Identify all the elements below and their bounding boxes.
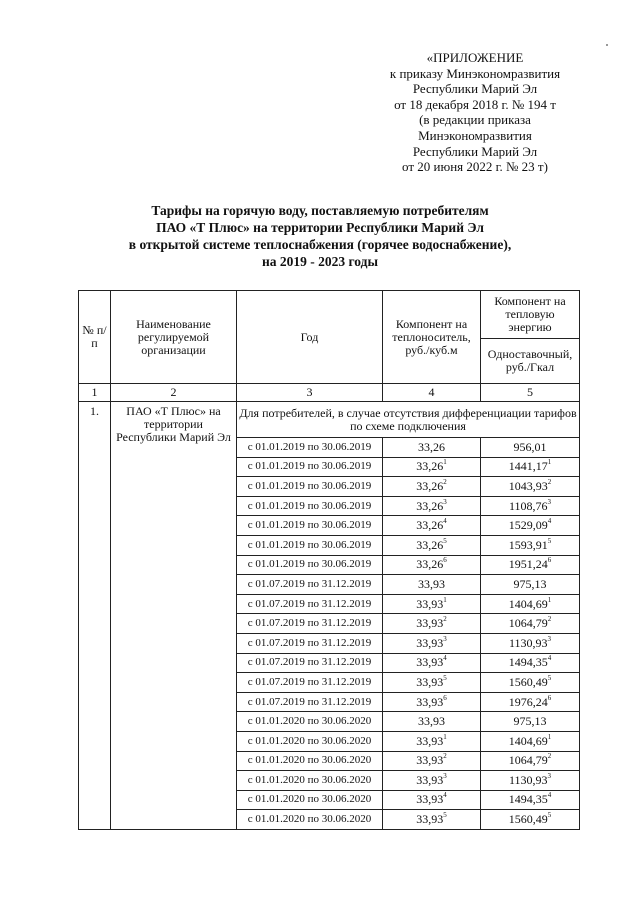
period-cell: с 01.01.2020 по 30.06.2020 (237, 771, 383, 791)
title-line: Тарифы на горячую воду, поставляемую потребителям (151, 203, 489, 218)
coolant-cell (383, 496, 481, 516)
coolant-footnote: 6 (443, 556, 447, 565)
coolant-value: 33,26 (416, 518, 444, 533)
coolant-cell (383, 438, 481, 458)
coolant-value: 33,26 (418, 439, 445, 454)
coolant-value: 33,26 (416, 557, 444, 572)
coolant-cell (383, 516, 481, 536)
heat-footnote: 2 (547, 752, 552, 761)
period-cell: с 01.07.2019 по 31.12.2019 (237, 575, 383, 595)
heat-value: 1560,49 (508, 812, 548, 827)
appendix-line: к приказу Минэкономразвития (389, 65, 561, 81)
period-cell: с 01.01.2019 по 30.06.2019 (237, 496, 383, 516)
header-year: Год (237, 291, 383, 384)
heat-cell (481, 653, 580, 673)
heat-cell (481, 496, 580, 516)
coolant-footnote: 6 (443, 693, 447, 702)
coolant-value: 33,93 (416, 753, 444, 768)
coolant-cell (383, 614, 481, 634)
coolant-footnote: 1 (443, 732, 447, 741)
heat-value: 975,13 (513, 714, 547, 729)
heat-footnote: 3 (547, 497, 552, 506)
heat-cell (481, 555, 580, 575)
coolant-footnote: 1 (443, 595, 447, 604)
header-coolant: Компонент на теплоноситель, руб./куб.м (383, 291, 481, 384)
heat-value: 1951,24 (508, 557, 548, 572)
period-cell: с 01.07.2019 по 31.12.2019 (237, 673, 383, 693)
period-cell: с 01.01.2019 по 30.06.2019 (237, 438, 383, 458)
coolant-value: 33,93 (418, 576, 445, 591)
appendix-block (360, 50, 590, 175)
heat-value: 956,01 (513, 439, 547, 454)
coolant-cell (383, 594, 481, 614)
consumer-subheading: Для потребителей, в случае отсутствия дифференциации тарифов по схеме подключения (237, 402, 580, 438)
appendix-line: (в редакции приказа (419, 112, 531, 128)
coolant-cell (383, 535, 481, 555)
heat-value: 1529,09 (508, 518, 548, 533)
period-cell: с 01.01.2020 по 30.06.2020 (237, 751, 383, 771)
col-number: 5 (481, 384, 580, 402)
header-heat: Компонент на тепловую энергию (481, 291, 580, 339)
coolant-value: 33,93 (416, 616, 444, 631)
heat-footnote: 5 (547, 811, 552, 820)
period-cell: с 01.01.2019 по 30.06.2019 (237, 457, 383, 477)
appendix-line: Республики Марий Эл (412, 81, 538, 97)
col-number: 3 (237, 384, 383, 402)
header-heat-single-rate: Одноставочный, руб./Гкал (481, 339, 580, 384)
coolant-footnote: 2 (443, 615, 447, 624)
row-number: 1. (79, 402, 111, 830)
coolant-value: 33,93 (416, 635, 444, 650)
period-cell: с 01.07.2019 по 31.12.2019 (237, 692, 383, 712)
coolant-value: 33,26 (416, 459, 444, 474)
heat-value: 1064,79 (508, 753, 548, 768)
period-cell: с 01.01.2020 по 30.06.2020 (237, 712, 383, 732)
header-org: Наименование регулируемой организации (111, 291, 237, 384)
heat-value: 1441,17 (508, 459, 548, 474)
appendix-line: Минэкономразвития (418, 127, 532, 143)
period-cell: с 01.01.2019 по 30.06.2019 (237, 516, 383, 536)
coolant-footnote: 4 (443, 517, 447, 526)
coolant-cell (383, 575, 481, 595)
heat-value: 1404,69 (508, 733, 548, 748)
period-cell: с 01.01.2019 по 30.06.2019 (237, 535, 383, 555)
heat-footnote: 5 (547, 673, 552, 682)
heat-value: 1043,93 (508, 478, 548, 493)
title-line: в открытой системе теплоснабжения (горячее водоснабжение), (128, 237, 512, 252)
coolant-footnote: 4 (443, 654, 447, 663)
heat-value: 1108,76 (508, 498, 548, 513)
coolant-footnote: 2 (443, 477, 447, 486)
coolant-cell (383, 673, 481, 693)
heat-cell (481, 810, 580, 830)
organization-name: ПАО «Т Плюс» на территории Республики Марий Эл (111, 402, 237, 830)
coolant-cell (383, 653, 481, 673)
coolant-footnote: 4 (443, 791, 447, 800)
period-cell: с 01.07.2019 по 31.12.2019 (237, 594, 383, 614)
col-number: 4 (383, 384, 481, 402)
appendix-line: от 20 июня 2022 г. № 23 т) (402, 159, 548, 175)
heat-cell (481, 575, 580, 595)
coolant-cell (383, 810, 481, 830)
period-cell: с 01.07.2019 по 31.12.2019 (237, 633, 383, 653)
heat-cell (481, 673, 580, 693)
heat-value: 1130,93 (508, 635, 548, 650)
period-cell: с 01.07.2019 по 31.12.2019 (237, 653, 383, 673)
coolant-footnote: 3 (443, 634, 447, 643)
period-cell: с 01.01.2019 по 30.06.2019 (237, 555, 383, 575)
coolant-footnote: 2 (443, 752, 447, 761)
coolant-value: 33,26 (416, 498, 444, 513)
col-number: 2 (111, 384, 237, 402)
heat-footnote: 6 (547, 556, 552, 565)
coolant-value: 33,93 (418, 714, 445, 729)
heat-value: 1064,79 (508, 616, 548, 631)
heat-value: 1494,35 (508, 792, 548, 807)
coolant-value: 33,93 (416, 792, 444, 807)
heat-value: 1560,49 (508, 674, 548, 689)
coolant-footnote: 1 (443, 458, 447, 467)
heat-cell (481, 692, 580, 712)
coolant-footnote: 5 (443, 673, 447, 682)
coolant-footnote: 3 (443, 497, 447, 506)
title-line: на 2019 - 2023 годы (261, 254, 379, 269)
heat-cell (481, 790, 580, 810)
header-num: № п/п (79, 291, 111, 384)
tariffs-table (78, 290, 580, 830)
document-title (60, 202, 580, 270)
heat-cell (481, 516, 580, 536)
heat-footnote: 4 (547, 654, 552, 663)
title-line: ПАО «Т Плюс» на территории Республики Марий Эл (156, 220, 484, 235)
heat-cell (481, 477, 580, 497)
heat-value: 1130,93 (508, 772, 548, 787)
coolant-footnote: 3 (443, 771, 447, 780)
heat-cell (481, 712, 580, 732)
heat-cell (481, 633, 580, 653)
heat-footnote: 2 (547, 477, 552, 486)
heat-value: 1593,91 (508, 537, 548, 552)
scan-speck (606, 44, 608, 46)
heat-cell (481, 457, 580, 477)
heat-cell (481, 614, 580, 634)
heat-value: 1494,35 (508, 655, 548, 670)
coolant-value: 33,93 (416, 596, 444, 611)
appendix-line: «ПРИЛОЖЕНИЕ (426, 50, 524, 65)
coolant-footnote: 5 (443, 536, 447, 545)
heat-footnote: 5 (547, 536, 552, 545)
heat-footnote: 2 (547, 615, 552, 624)
coolant-cell (383, 555, 481, 575)
heat-cell (481, 594, 580, 614)
heat-footnote: 4 (547, 517, 552, 526)
heat-footnote: 3 (547, 634, 552, 643)
heat-footnote: 6 (547, 693, 552, 702)
col-number: 1 (79, 384, 111, 402)
coolant-cell (383, 457, 481, 477)
coolant-value: 33,26 (416, 478, 444, 493)
period-cell: с 01.01.2019 по 30.06.2019 (237, 477, 383, 497)
heat-footnote: 4 (547, 791, 552, 800)
coolant-cell (383, 771, 481, 791)
coolant-value: 33,93 (416, 674, 444, 689)
heat-footnote: 1 (547, 458, 552, 467)
coolant-value: 33,93 (416, 772, 444, 787)
coolant-cell (383, 633, 481, 653)
coolant-cell (383, 751, 481, 771)
coolant-value: 33,93 (416, 733, 444, 748)
appendix-line: от 18 декабря 2018 г. № 194 т (394, 96, 556, 112)
heat-value: 1976,24 (508, 694, 548, 709)
coolant-value: 33,26 (416, 537, 444, 552)
coolant-cell (383, 692, 481, 712)
heat-cell (481, 771, 580, 791)
coolant-cell (383, 731, 481, 751)
period-cell: с 01.07.2019 по 31.12.2019 (237, 614, 383, 634)
period-cell: с 01.01.2020 по 30.06.2020 (237, 810, 383, 830)
heat-value: 975,13 (513, 576, 547, 591)
heat-footnote: 1 (547, 732, 552, 741)
heat-footnote: 1 (547, 595, 552, 604)
coolant-value: 33,93 (416, 655, 444, 670)
coolant-cell (383, 477, 481, 497)
heat-cell (481, 751, 580, 771)
period-cell: с 01.01.2020 по 30.06.2020 (237, 731, 383, 751)
coolant-value: 33,93 (416, 812, 444, 827)
heat-footnote: 3 (547, 771, 552, 780)
coolant-cell (383, 712, 481, 732)
appendix-line: Республики Марий Эл (412, 143, 538, 159)
heat-cell (481, 438, 580, 458)
heat-value: 1404,69 (508, 596, 548, 611)
period-cell: с 01.01.2020 по 30.06.2020 (237, 790, 383, 810)
heat-cell (481, 731, 580, 751)
coolant-footnote: 5 (443, 811, 447, 820)
heat-cell (481, 535, 580, 555)
coolant-cell (383, 790, 481, 810)
coolant-value: 33,93 (416, 694, 444, 709)
